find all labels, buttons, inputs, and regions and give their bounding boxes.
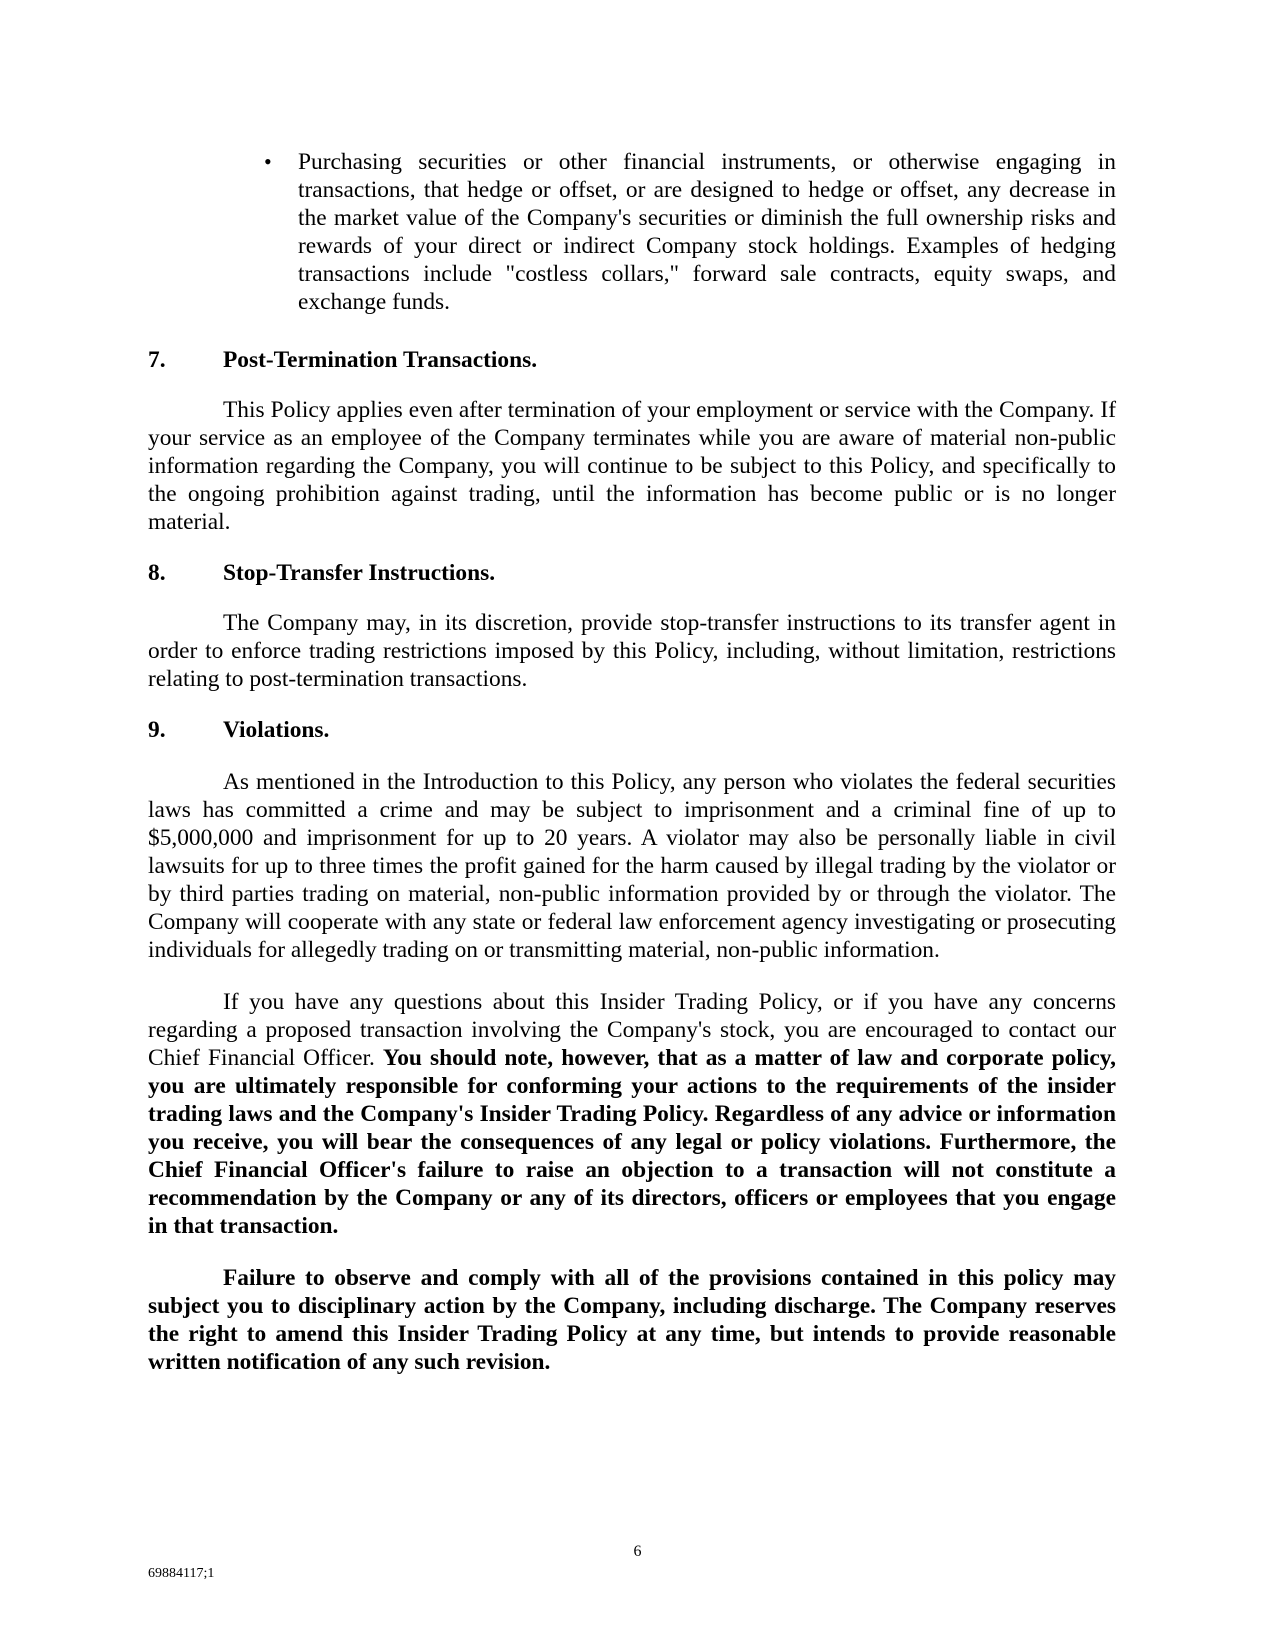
- paragraph-bold-text: You should note, however, that as a matter of law and corporate policy, you are ultimately responsible for conforming your actions to the requirements of the insider trading laws and the Company's Insider Trading Policy. Regardless of any advice or information you receive, you will bear the consequences of any legal or policy violations. Furthermore, the Chief Financial Officer's failure to raise an objection to a transaction will not constitute a recommendation by the Company or any of its directors, officers or employees that you engage in that transaction.: [148, 1045, 1116, 1239]
- section-number: 7.: [148, 347, 166, 373]
- section-title: Stop-Transfer Instructions.: [223, 560, 496, 586]
- section-8-paragraph: The Company may, in its discretion, provide stop-transfer instructions to its transfer agent in order to enforce trading restrictions imposed by this Policy, including, without limitation, restrictions relating to post-termination transactions.: [148, 610, 1116, 692]
- paragraph-plain-text: If you have any questions about this Insider Trading Policy, or if you have any concerns regarding a proposed transaction involving the Company's stock, you are encouraged to contact our Chief Financial Officer.: [148, 989, 1116, 1071]
- section-7-paragraph: This Policy applies even after termination of your employment or service with the Company. If your service as an employee of the Company terminates while you are aware of material non-public information regarding the Company, you will continue to be subject to this Policy, and specifically to the ongoing prohibition against trading, until the information has become public or is no longer material.: [148, 397, 1116, 535]
- bullet-text: Purchasing securities or other financial instruments, or otherwise engaging in transactions, that hedge or offset, or are designed to hedge or offset, any decrease in the market value of the Company's securities or diminish the full ownership risks and rewards of your direct or indirect Company stock holdings. Examples of hedging transactions include "costless collars," forward sale contracts, equity swaps, and exchange funds.: [298, 149, 1116, 315]
- section-9-paragraph-2: [148, 988, 1116, 1240]
- bullet-icon: •: [264, 149, 272, 174]
- section-title: Violations.: [223, 717, 330, 743]
- section-7-heading: [148, 346, 1116, 374]
- document-page: [148, 148, 1116, 1376]
- hedging-bullet-item: [264, 148, 1116, 316]
- document-id: 69884117;1: [148, 1566, 215, 1581]
- section-9-paragraph-1: As mentioned in the Introduction to this Policy, any person who violates the federal securities laws has committed a crime and may be subject to imprisonment and a criminal fine of up to $5,000,000 and imprisonment for up to 20 years. A violator may also be personally liable in civil lawsuits for up to three times the profit gained for the harm caused by illegal trading by the violator or by third parties trading on material, non-public information provided by or through the violator. The Company will cooperate with any state or federal law enforcement agency investigating or prosecuting individuals for allegedly trading on or transmitting material, non-public information.: [148, 769, 1116, 963]
- section-title: Post-Termination Transactions.: [223, 347, 538, 373]
- section-9-heading: [148, 716, 1116, 744]
- section-8-heading: [148, 559, 1116, 587]
- section-number: 8.: [148, 560, 166, 586]
- section-9-paragraph-3: Failure to observe and comply with all of the provisions contained in this policy may subject you to disciplinary action by the Company, including discharge. The Company reserves the right to amend this Insider Trading Policy at any time, but intends to provide reasonable written notification of any such revision.: [148, 1265, 1116, 1375]
- section-number: 9.: [148, 717, 166, 743]
- page-number: 6: [633, 1543, 642, 1560]
